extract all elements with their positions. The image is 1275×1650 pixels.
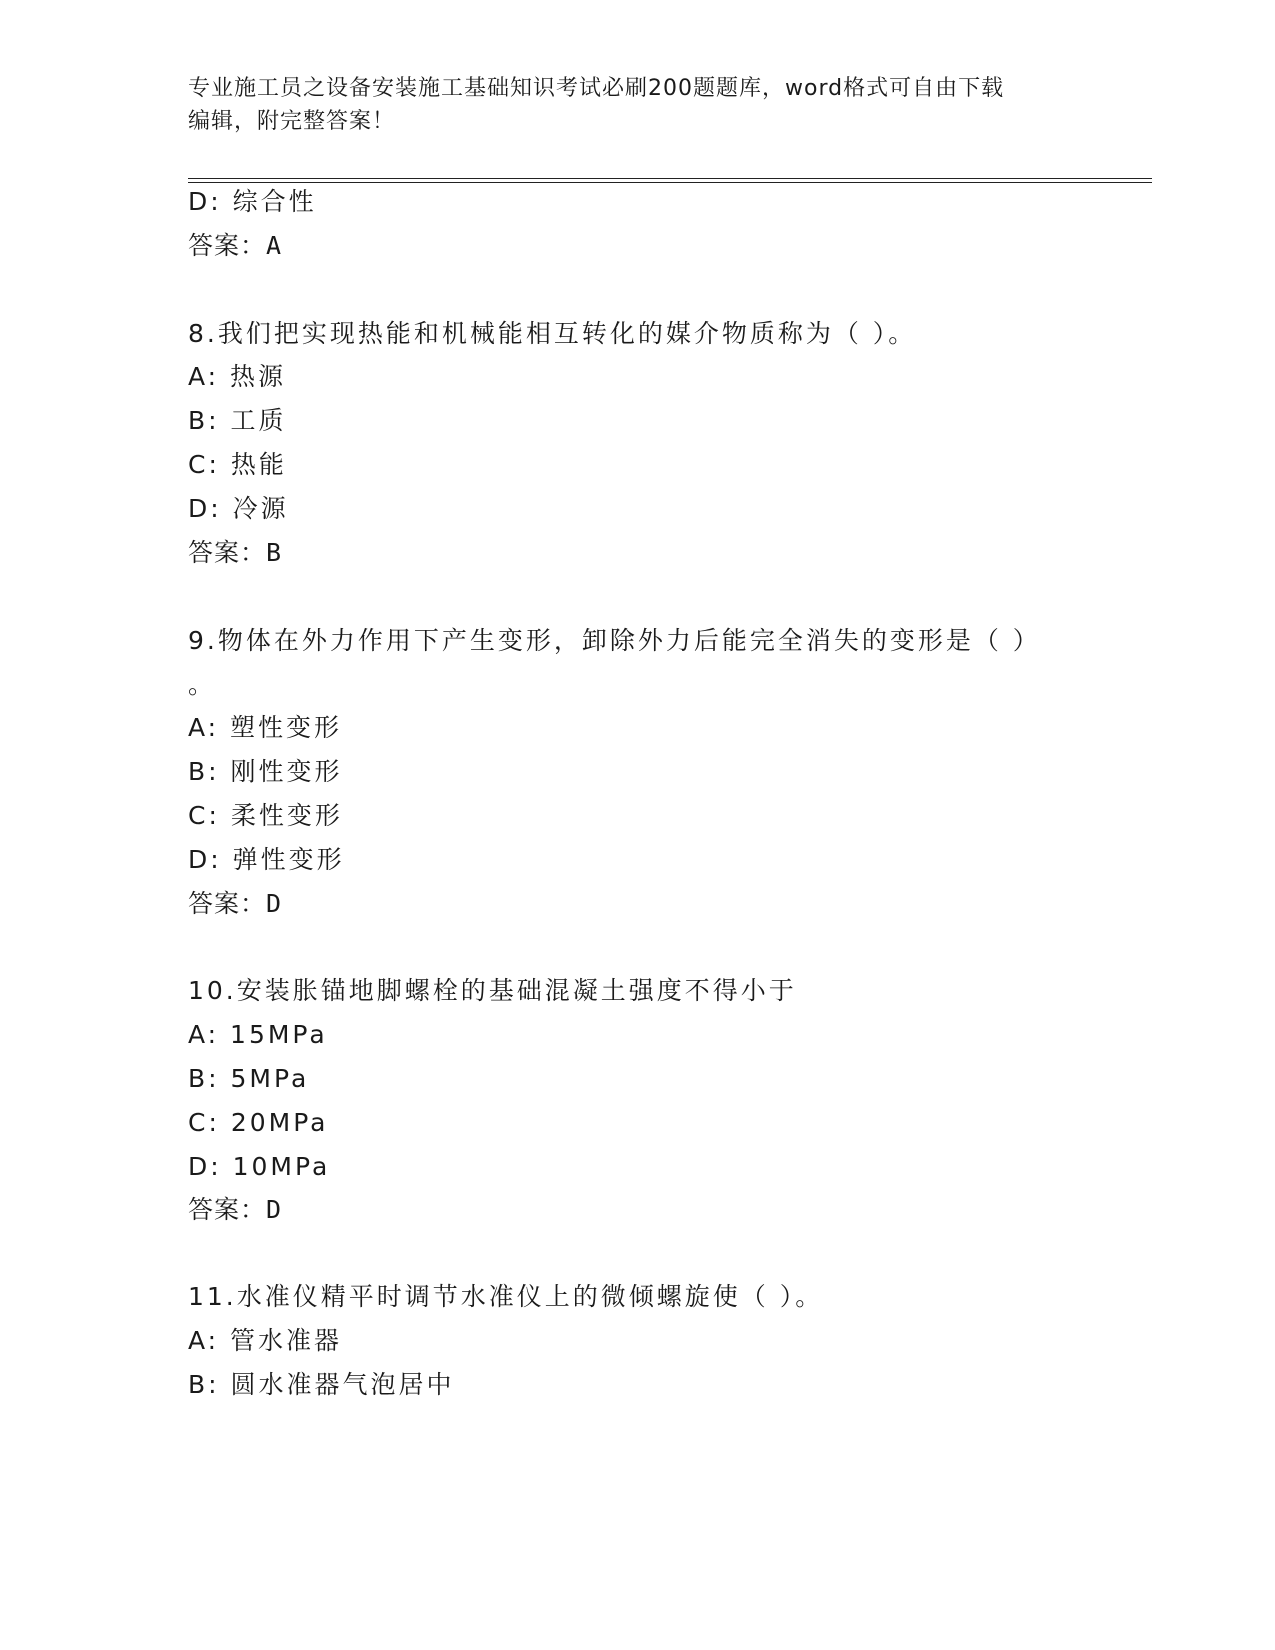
answer-label: 答案： (188, 1195, 267, 1224)
q11-option-a: A: 管水准器 (188, 1326, 343, 1355)
q9-option-c: C: 柔性变形 (188, 801, 343, 830)
q10-option-c: C: 20MPa (188, 1108, 329, 1137)
answer-label: 答案： (188, 538, 267, 567)
document-header (188, 72, 1088, 138)
answer-value: B (266, 538, 283, 567)
q8-option-d: D: 冷源 (188, 494, 289, 523)
q9-option-b: B: 刚性变形 (188, 757, 343, 786)
q9-stem-continuation: 。 (188, 670, 217, 699)
q8-option-b: B: 工质 (188, 406, 287, 435)
header-divider (188, 178, 1152, 183)
answer-value: A (266, 231, 283, 260)
q11-stem: 11.水准仪精平时调节水准仪上的微倾螺旋使（ ）。 (188, 1282, 824, 1311)
q10-answer (188, 1193, 282, 1227)
q10-stem: 10.安装胀锚地脚螺栓的基础混凝土强度不得小于 (188, 976, 797, 1005)
prev-option-d: D: 综合性 (188, 187, 317, 216)
q8-answer (188, 536, 282, 570)
q8-option-c: C: 热能 (188, 450, 287, 479)
answer-value: D (266, 889, 283, 918)
prev-answer (188, 229, 282, 263)
q9-answer (188, 887, 282, 921)
header-title-line-1: 专业施工员之设备安装施工基础知识考试必刷200题题库，word格式可自由下载 (188, 76, 1005, 101)
q10-option-d: D: 10MPa (188, 1152, 331, 1181)
header-title-line-2: 编辑，附完整答案！ (188, 109, 396, 134)
q11-option-b: B: 圆水准器气泡居中 (188, 1370, 455, 1399)
q10-option-a: A: 15MPa (188, 1020, 328, 1049)
q8-stem: 8.我们把实现热能和机械能相互转化的媒介物质称为（ ）。 (188, 319, 917, 348)
q9-option-d: D: 弹性变形 (188, 845, 345, 874)
q9-option-a: A: 塑性变形 (188, 713, 343, 742)
q10-option-b: B: 5MPa (188, 1064, 310, 1093)
answer-label: 答案： (188, 889, 267, 918)
q9-stem: 9.物体在外力作用下产生变形，卸除外力后能完全消失的变形是（ ） (188, 626, 1041, 655)
q8-option-a: A: 热源 (188, 362, 287, 391)
answer-label: 答案： (188, 231, 267, 260)
answer-value: D (266, 1195, 283, 1224)
